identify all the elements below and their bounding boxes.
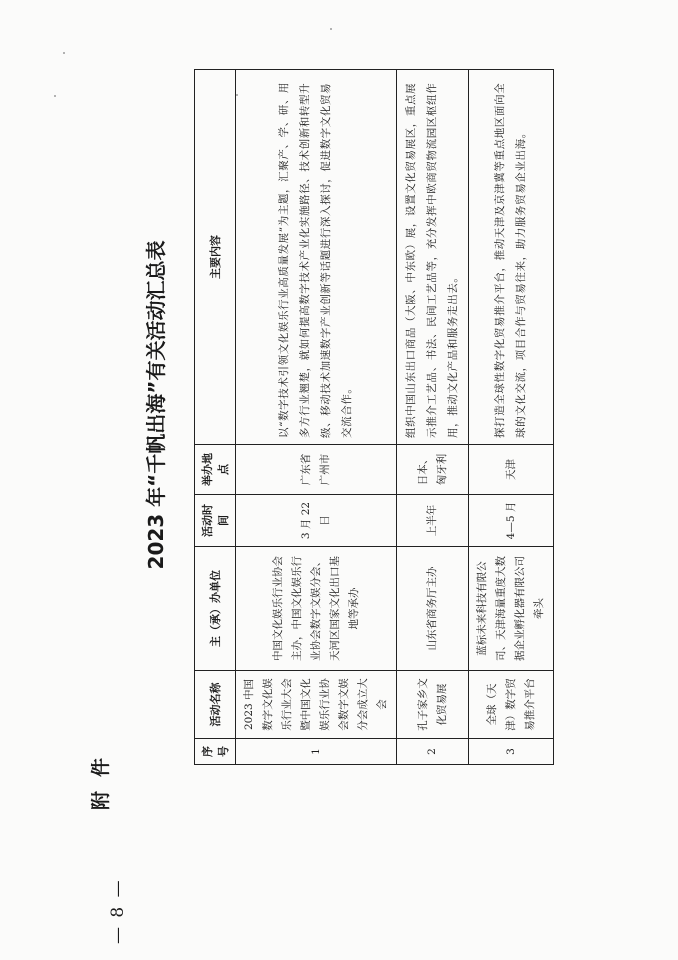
cell-content: 组织中国山东出口商品（大阪、中东欧）展，设置文化贸易展区，重点展示推介工艺品、书法、民间工艺品等，充分发挥中欧商贸物流园区枢纽作用，推动文化产品和服务走出去。 [397,70,469,445]
header-organizer: 主（承）办单位 [195,547,236,671]
cell-index: 1 [236,739,397,765]
cell-location: 日本、匈牙利 [397,445,469,495]
cell-content: 以“数字技术引领文化娱乐行业高质量发展”为主题，汇聚产、学、研、用多方行业翘楚，就如何提高数字技术产业化实施路径、技术创新和转型升级、移动技术加速数字产业创新等话题进行深入探讨，促进数字文化贸易交流合作。 [236,70,397,445]
document-title: 2023 年“千帆出海”有关活动汇总表 [144,240,168,570]
cell-organizer: 山东省商务厅主办 [397,547,469,671]
header-time: 活动时间 [195,495,236,547]
header-activity-name: 活动名称 [195,671,236,739]
cell-activity-name: 2023 中国数字文化娱乐行业大会暨中国文化娱乐行业协会数字文娱分会成立大会 [236,671,397,739]
header-location: 举办地点 [195,445,236,495]
cell-activity-name: 全球（天津）数字贸易推介平台 [469,671,554,739]
table-header-row [195,70,236,765]
cell-time: 3 月 22 日 [236,495,397,547]
cell-organizer: 中国文化娱乐行业协会主办，中国文化娱乐行业协会数字文娱分会、天河区国家文化出口基地等承办 [236,547,397,671]
attachment-label: 附件 [90,743,112,810]
cell-organizer: 蓝标未来科技有限公司、天津海量重度大数据企业孵化器有限公司牵头 [469,547,554,671]
cell-activity-name: 孔子家乡文化贸易展 [397,671,469,739]
table-row [469,70,554,765]
cell-content: 探打造全球性数字化贸易推介平台，推动天津及京津冀等重点地区面向全球的文化交流，项目合作与贸易往来，助力服务贸易企业出海。 [469,70,554,445]
page-number: — 8 — [108,878,128,944]
activity-summary-table [194,69,554,765]
cell-location: 天津 [469,445,554,495]
cell-time: 4—5 月 [469,495,554,547]
cell-index: 2 [397,739,469,765]
header-content: 主要内容 [195,70,236,445]
table-row [397,70,469,765]
cell-time: 上半年 [397,495,469,547]
header-index: 序号 [195,739,236,765]
table-row [236,70,397,765]
cell-index: 3 [469,739,554,765]
cell-location: 广东省广州市 [236,445,397,495]
